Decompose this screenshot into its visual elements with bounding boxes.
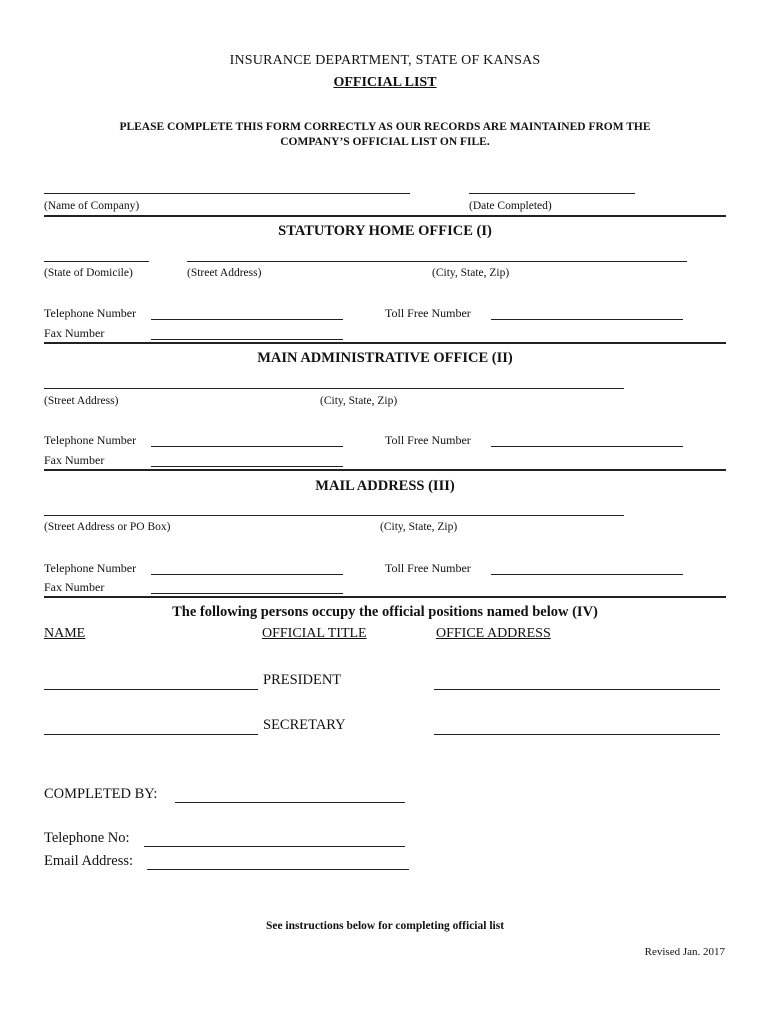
completed-by-label: COMPLETED BY: bbox=[44, 786, 158, 802]
email-address-label: Email Address: bbox=[44, 853, 134, 869]
city-state-zip-label: (City, State, Zip) bbox=[320, 395, 398, 407]
instruction-line-2: COMPANY’S OFFICIAL LIST ON FILE. bbox=[280, 136, 490, 148]
mail-fax-field[interactable] bbox=[151, 593, 343, 594]
official-title-column-header: OFFICIAL TITLE bbox=[262, 626, 367, 641]
state-of-domicile-label: (State of Domicile) bbox=[44, 267, 133, 279]
toll-free-label: Toll Free Number bbox=[385, 433, 471, 447]
street-or-po-box-label: (Street Address or PO Box) bbox=[44, 521, 171, 533]
officers-heading: The following persons occupy the official positions named below (IV) bbox=[172, 604, 598, 620]
main-admin-address-field[interactable] bbox=[44, 388, 624, 389]
completion-telephone-field[interactable] bbox=[144, 846, 405, 847]
name-column-header: NAME bbox=[44, 626, 86, 641]
mail-telephone-field[interactable] bbox=[151, 574, 343, 575]
section-divider bbox=[44, 469, 726, 471]
form-title: OFFICIAL LIST bbox=[333, 75, 437, 90]
street-address-label: (Street Address) bbox=[44, 395, 119, 407]
main-admin-telephone-field[interactable] bbox=[151, 446, 343, 447]
main-admin-heading: MAIN ADMINISTRATIVE OFFICE (II) bbox=[257, 350, 513, 366]
main-admin-fax-field[interactable] bbox=[151, 466, 343, 467]
statutory-address-field[interactable] bbox=[187, 261, 687, 262]
fax-label: Fax Number bbox=[44, 326, 105, 340]
date-completed-label: (Date Completed) bbox=[469, 200, 552, 212]
company-name-field[interactable] bbox=[44, 193, 410, 194]
instructions-note: See instructions below for completing official list bbox=[265, 920, 505, 932]
office-address-column-header: OFFICE ADDRESS bbox=[436, 626, 551, 641]
mail-address-field[interactable] bbox=[44, 515, 624, 516]
city-state-zip-label: (City, State, Zip) bbox=[432, 267, 510, 279]
president-address-field[interactable] bbox=[434, 689, 720, 690]
instructions bbox=[0, 120, 770, 150]
completion-email-field[interactable] bbox=[147, 869, 409, 870]
date-completed-field[interactable] bbox=[469, 193, 635, 194]
telephone-no-label: Telephone No: bbox=[44, 830, 130, 846]
department-heading: INSURANCE DEPARTMENT, STATE OF KANSAS bbox=[229, 53, 541, 68]
city-state-zip-label: (City, State, Zip) bbox=[380, 521, 458, 533]
secretary-title: SECRETARY bbox=[263, 717, 346, 733]
main-admin-toll-free-field[interactable] bbox=[491, 446, 683, 447]
telephone-label: Telephone Number bbox=[44, 561, 137, 575]
street-address-label: (Street Address) bbox=[187, 267, 262, 279]
instruction-line-1: PLEASE COMPLETE THIS FORM CORRECTLY AS OUR RECORDS ARE MAINTAINED FROM THE bbox=[119, 121, 651, 133]
section-divider bbox=[44, 342, 726, 344]
mail-address-heading: MAIL ADDRESS (III) bbox=[315, 478, 455, 494]
telephone-label: Telephone Number bbox=[44, 433, 137, 447]
secretary-address-field[interactable] bbox=[434, 734, 720, 735]
completed-by-field[interactable] bbox=[175, 802, 405, 803]
statutory-heading: STATUTORY HOME OFFICE (I) bbox=[278, 223, 492, 239]
president-name-field[interactable] bbox=[44, 689, 258, 690]
revision-date: Revised Jan. 2017 bbox=[644, 946, 725, 958]
section-divider bbox=[44, 215, 726, 217]
company-name-label: (Name of Company) bbox=[44, 200, 140, 212]
statutory-telephone-field[interactable] bbox=[151, 319, 343, 320]
section-divider bbox=[44, 596, 726, 598]
fax-label: Fax Number bbox=[44, 453, 105, 467]
president-title: PRESIDENT bbox=[263, 672, 342, 688]
mail-toll-free-field[interactable] bbox=[491, 574, 683, 575]
toll-free-label: Toll Free Number bbox=[385, 561, 471, 575]
statutory-fax-field[interactable] bbox=[151, 339, 343, 340]
toll-free-label: Toll Free Number bbox=[385, 306, 471, 320]
fax-label: Fax Number bbox=[44, 580, 105, 594]
statutory-toll-free-field[interactable] bbox=[491, 319, 683, 320]
telephone-label: Telephone Number bbox=[44, 306, 137, 320]
state-of-domicile-field[interactable] bbox=[44, 261, 149, 262]
secretary-name-field[interactable] bbox=[44, 734, 258, 735]
